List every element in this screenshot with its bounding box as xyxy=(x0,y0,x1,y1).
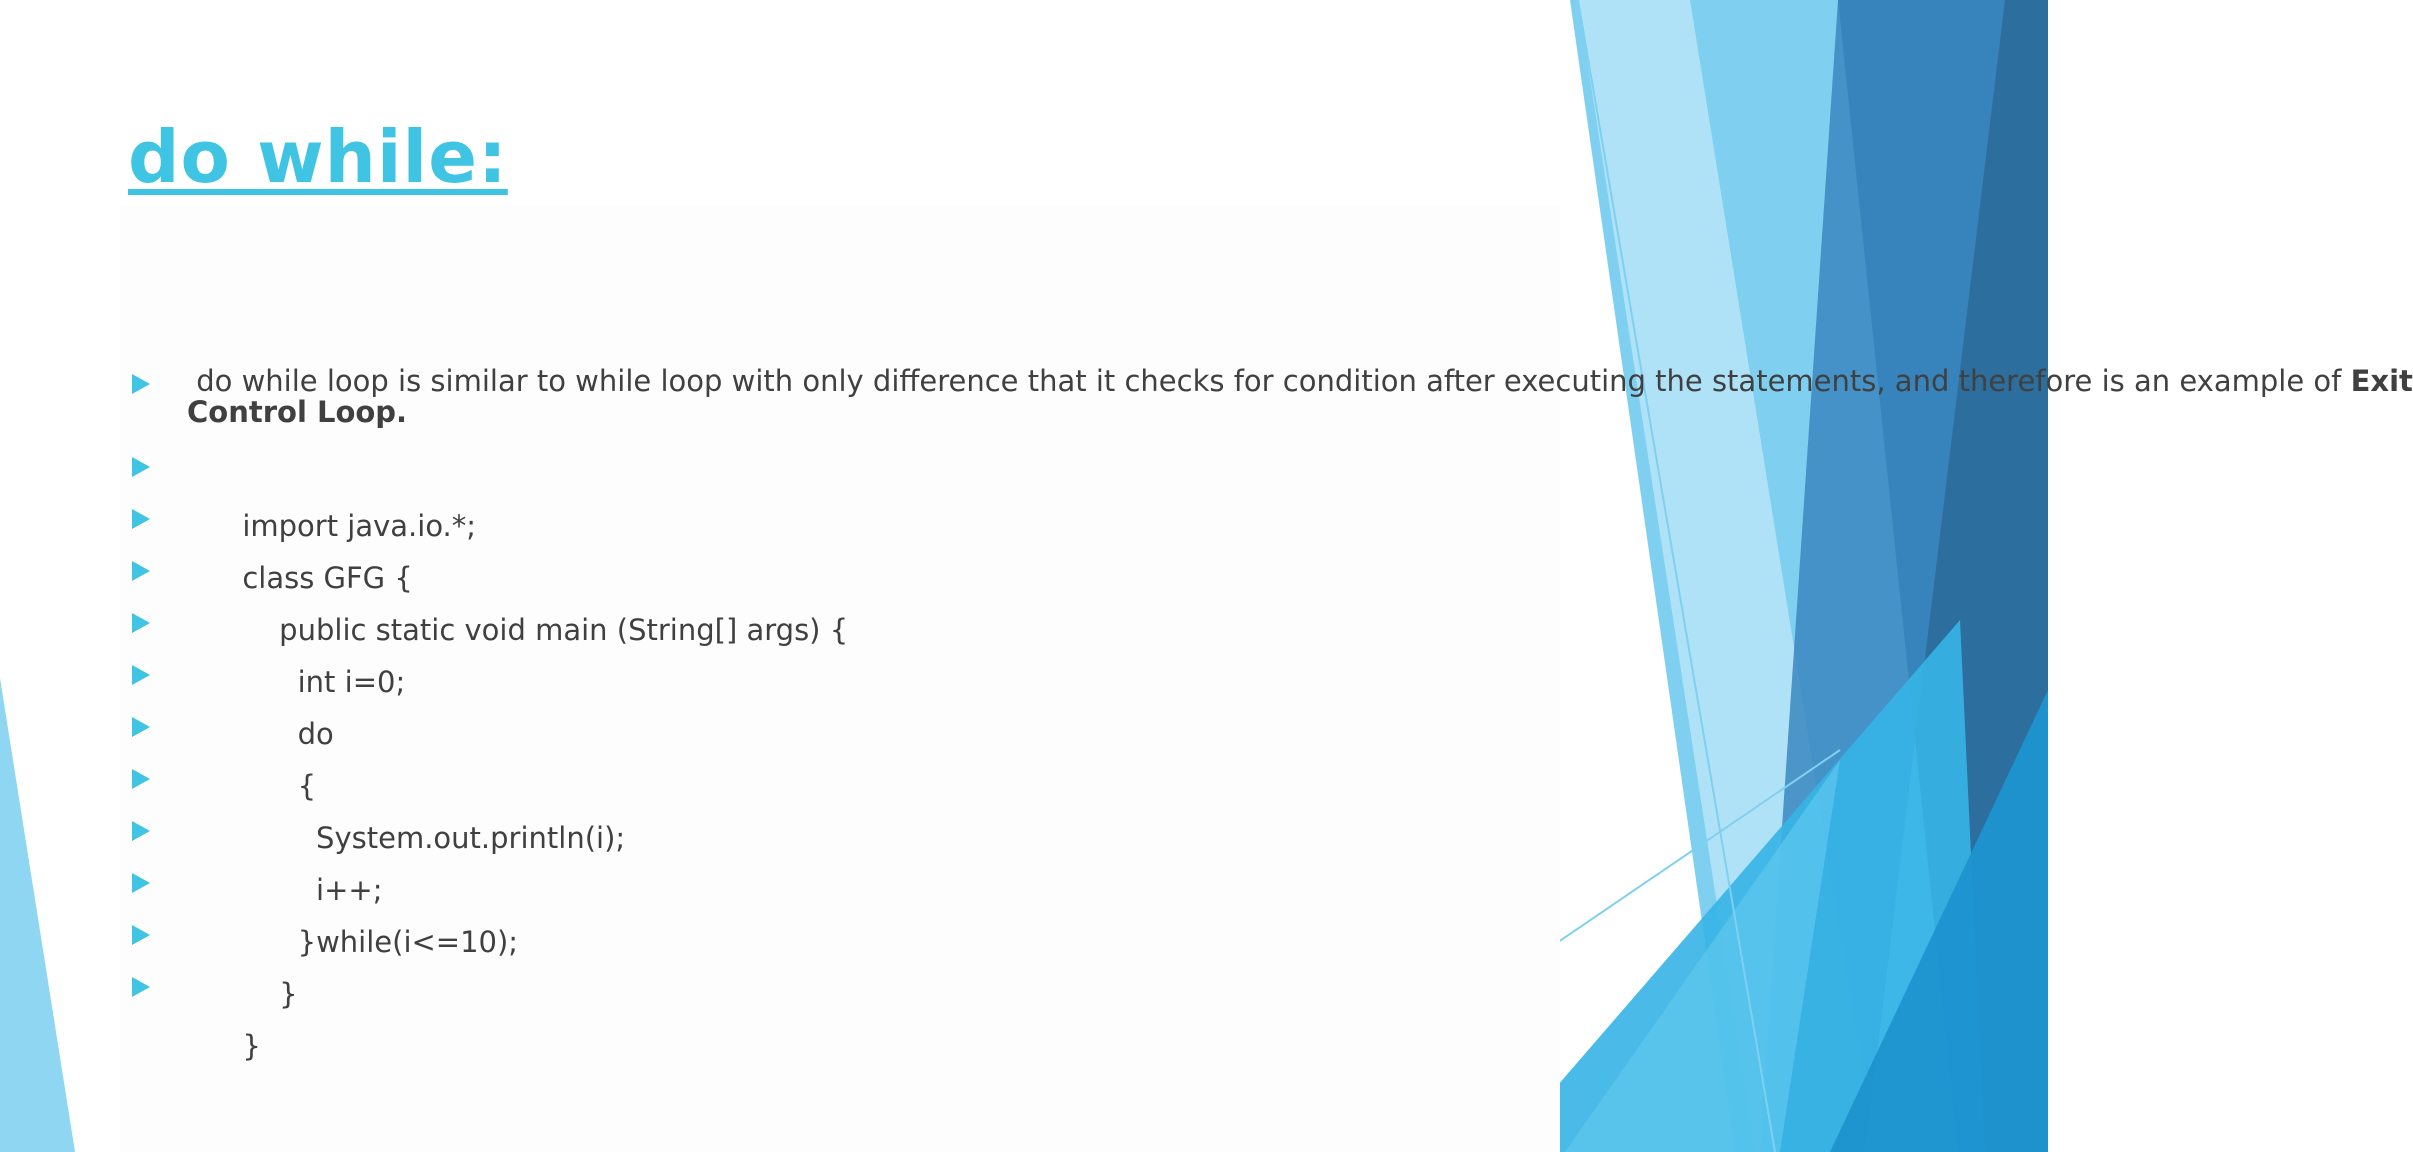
bullet-intro xyxy=(128,364,2413,429)
code-line-text: } xyxy=(242,977,298,1011)
code-line-text: { xyxy=(242,769,317,803)
code-line-text: System.out.println(i); xyxy=(242,821,626,855)
code-line xyxy=(128,813,1518,907)
triangle-arrow-icon xyxy=(132,925,150,945)
intro-text: do while loop is similar to while loop with only difference that it checks for condition after executing the statements, and therefore is an example of xyxy=(187,364,2351,398)
code-line xyxy=(128,553,1518,647)
code-line-text: class GFG { xyxy=(242,561,413,595)
code-line xyxy=(128,657,1518,751)
triangle-arrow-icon xyxy=(132,374,150,394)
triangle-arrow-icon xyxy=(132,613,150,633)
code-line xyxy=(128,917,1518,1011)
left-light-shard xyxy=(0,678,75,1152)
code-line xyxy=(128,605,1518,699)
triangle-arrow-icon xyxy=(132,561,150,581)
code-line-text: }while(i<=10); xyxy=(242,925,519,959)
triangle-arrow-icon xyxy=(132,769,150,789)
bullet-list xyxy=(128,364,2413,1063)
code-line-text: public static void main (String[] args) { xyxy=(242,613,849,647)
triangle-arrow-icon xyxy=(132,457,150,477)
triangle-arrow-icon xyxy=(132,665,150,685)
code-line xyxy=(128,709,1518,803)
code-line-text: int i=0; xyxy=(242,665,406,699)
code-line xyxy=(128,969,1518,1063)
intro-bold-text: Exit Control Loop. xyxy=(187,364,2413,429)
triangle-arrow-icon xyxy=(132,509,150,529)
code-line-text: } xyxy=(242,1029,261,1063)
code-line-text: i++; xyxy=(242,873,383,907)
code-line xyxy=(128,449,1518,543)
triangle-arrow-icon xyxy=(132,977,150,997)
code-line-text: import java.io.*; xyxy=(242,509,477,543)
triangle-arrow-icon xyxy=(132,873,150,893)
slide-title: do while: xyxy=(128,115,508,199)
triangle-arrow-icon xyxy=(132,717,150,737)
code-line xyxy=(128,761,1518,855)
code-line xyxy=(128,865,1518,959)
triangle-arrow-icon xyxy=(132,821,150,841)
code-line-text: do xyxy=(242,717,334,751)
code-line xyxy=(128,501,1518,595)
